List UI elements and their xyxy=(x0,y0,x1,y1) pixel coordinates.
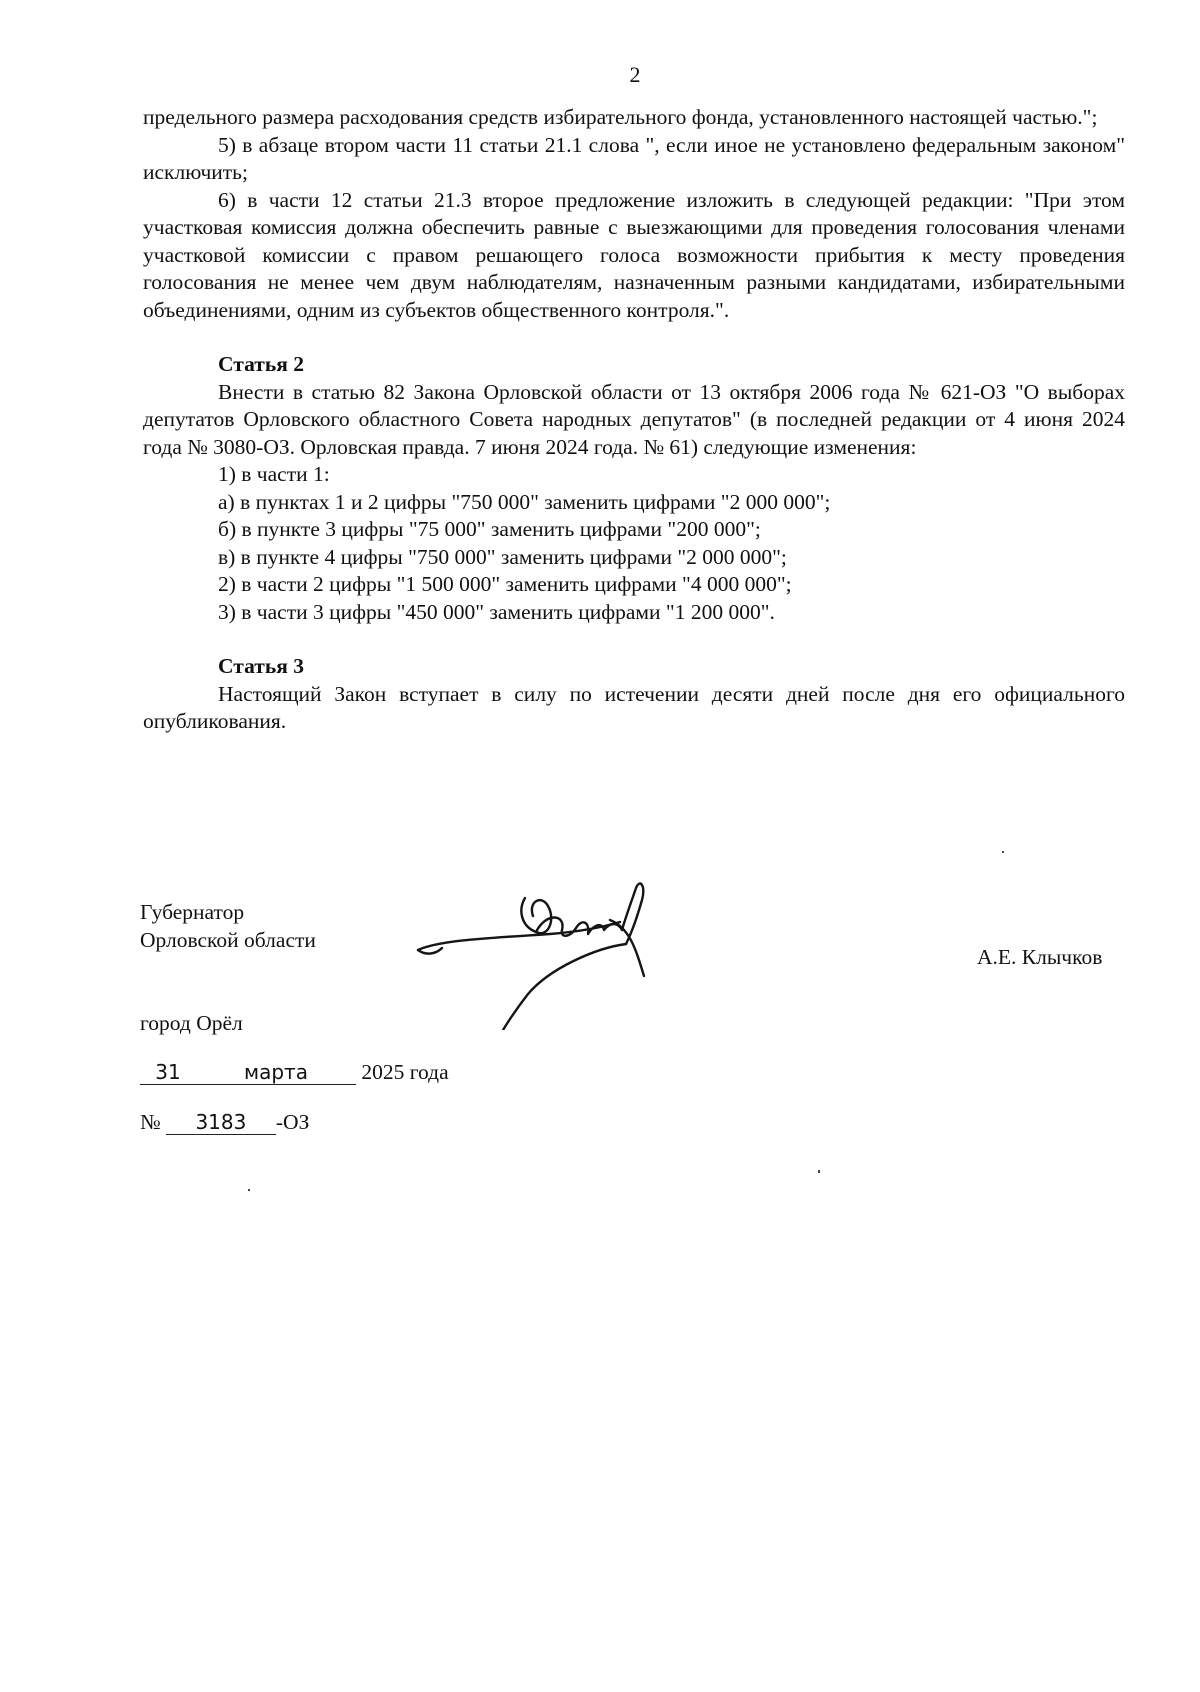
handwritten-signature xyxy=(400,880,700,1030)
list-item: б) в пункте 3 цифры "75 000" заменить цифрами "200 000"; xyxy=(218,517,761,541)
document-body xyxy=(143,104,1125,736)
city-name: город Орёл xyxy=(140,1011,243,1035)
paragraph-continuation: предельного размера расходования средств избирательного фонда, установленного настоящей частью."; xyxy=(143,105,1098,129)
article-2-heading: Статья 2 xyxy=(218,352,304,376)
scan-speck xyxy=(818,1170,820,1173)
number-value: 3183 xyxy=(166,1110,276,1135)
date-year: 2025 года xyxy=(361,1060,449,1084)
page-number: 2 xyxy=(629,62,641,87)
article-3-text: Настоящий Закон вступает в силу по истечении десяти дней после дня его официального опубликования. xyxy=(143,681,1125,733)
number-suffix: -ОЗ xyxy=(275,1110,310,1134)
date-month: марта xyxy=(196,1060,356,1085)
position-line-1: Губернатор xyxy=(140,900,245,924)
scan-speck xyxy=(248,1189,250,1191)
signing-date xyxy=(140,1058,449,1086)
amendment-item-5: 5) в абзаце втором части 11 статьи 21.1 слова ", если иное не установлено федеральным законом" исключить; xyxy=(143,132,1125,184)
position-line-2: Орловской области xyxy=(140,928,316,952)
list-item: 3) в части 3 цифры "450 000" заменить цифрами "1 200 000". xyxy=(218,599,775,624)
scan-speck xyxy=(1002,851,1004,853)
list-item: 2) в части 2 цифры "1 500 000" заменить цифрами "4 000 000"; xyxy=(218,572,792,596)
signatory-name: А.Е. Клычков xyxy=(977,945,1103,969)
list-item: 1) в части 1: xyxy=(218,462,330,486)
number-prefix: № xyxy=(140,1110,161,1134)
list-item: в) в пункте 4 цифры "750 000" заменить цифрами "2 000 000"; xyxy=(218,544,787,569)
date-day: 31 xyxy=(140,1060,196,1085)
article-2-intro: Внести в статью 82 Закона Орловской области от 13 октября 2006 года № 621-ОЗ "О выборах депутатов Орловского областного Совета народных депутатов" (в последней редакции от 4 июня 2024 года № 3080-ОЗ. Орловская правда. 7 июня 2024 года. № 61) следующие изменения: xyxy=(143,379,1125,459)
signatory-position xyxy=(140,898,316,954)
article-3-heading: Статья 3 xyxy=(218,654,304,678)
amendment-item-6: 6) в части 12 статьи 21.3 второе предложение изложить в следующей редакции: "При этом участковая комиссия должна обеспечить равные с выезжающими для проведения голосования членами участковой комиссии с правом решающего голоса возможности прибытия к месту проведения голосования не менее чем двум наблюдателям, назначенным разными кандидатами, избирательными объединениями, одним из субъектов общественного контроля.". xyxy=(143,187,1125,322)
law-number xyxy=(140,1108,309,1136)
list-item: а) в пунктах 1 и 2 цифры "750 000" заменить цифрами "2 000 000"; xyxy=(218,489,831,514)
